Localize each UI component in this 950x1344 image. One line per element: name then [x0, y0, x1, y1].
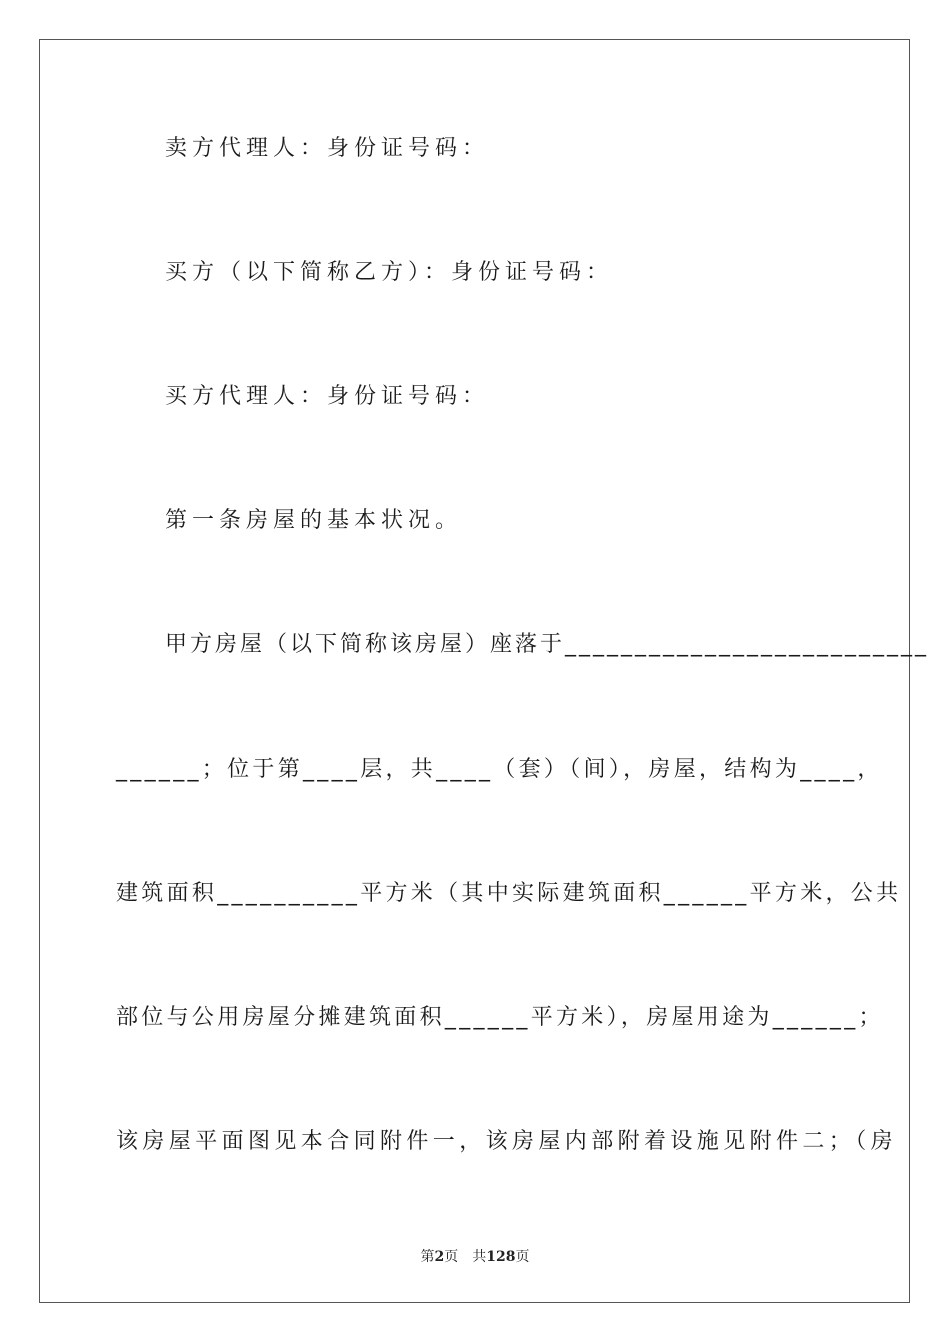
- text-line-shared-area: 部位与公用房屋分摊建筑面积______平方米），房屋用途为______；: [116, 1005, 884, 1030]
- text-line-floor-plan: 该房屋平面图见本合同附件一，该房屋内部附着设施见附件二；（房: [116, 1129, 898, 1154]
- footer-suffix: 页: [515, 1249, 530, 1265]
- footer-prefix: 第: [420, 1249, 435, 1265]
- text-line-floor: ______；位于第____层，共____（套）（间），房屋，结构为____，: [116, 757, 883, 782]
- text-line-buyer-agent: 买方代理人：身份证号码：: [165, 384, 490, 409]
- text-line-article-one: 第一条房屋的基本状况。: [165, 508, 463, 533]
- text-line-buyer: 买方（以下简称乙方）：身份证号码：: [165, 260, 614, 285]
- text-line-seller-agent: 卖方代理人：身份证号码：: [165, 136, 490, 161]
- text-line-location: 甲方房屋（以下简称该房屋）座落于__________________________: [165, 632, 930, 657]
- footer-middle: 页 共: [444, 1249, 487, 1265]
- page-footer: [0, 1246, 950, 1266]
- page-border: [39, 39, 910, 1303]
- footer-total-pages: 128: [486, 1249, 516, 1265]
- footer-page-number: 2: [434, 1249, 445, 1265]
- text-line-area: 建筑面积__________平方米（其中实际建筑面积______平方米，公共: [116, 881, 902, 906]
